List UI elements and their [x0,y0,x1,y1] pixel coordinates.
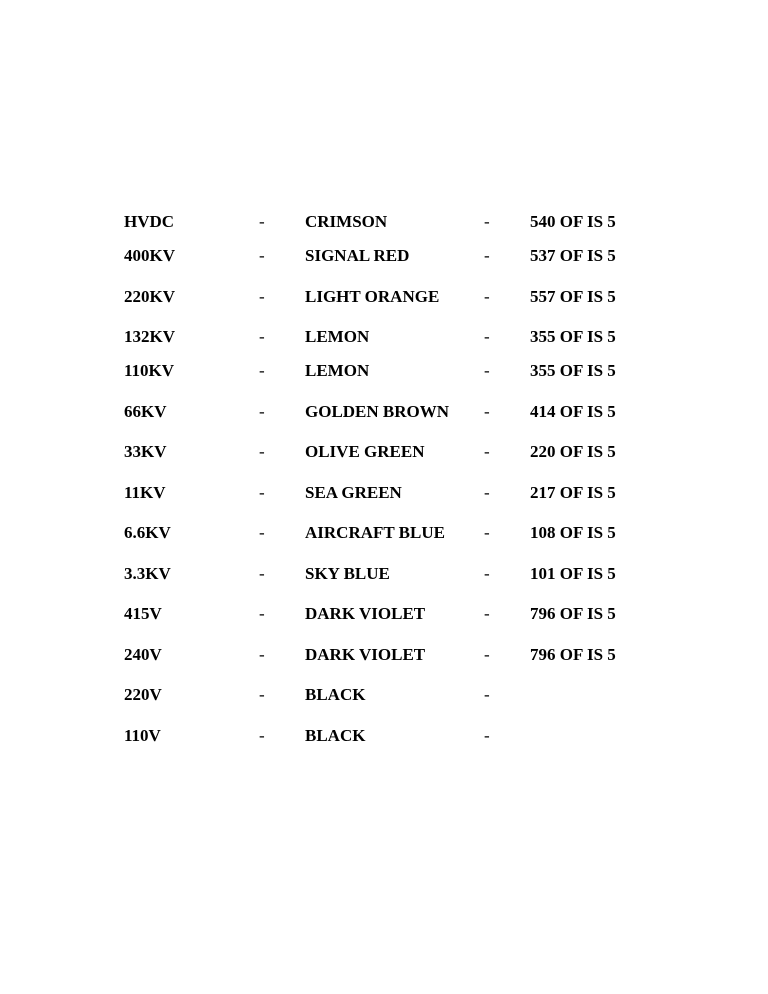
separator-dash: - [259,483,265,502]
voltage-label: 415V [124,604,162,623]
color-name: DARK VIOLET [305,645,426,664]
standard-code: 217 OF IS 5 [530,483,616,502]
color-name: CRIMSON [305,212,388,231]
color-name: BLACK [305,685,366,704]
voltage-color-row [0,562,768,586]
standard-code: 108 OF IS 5 [530,523,616,542]
separator-dash: - [484,604,490,623]
standard-code: 101 OF IS 5 [530,564,616,583]
separator-dash: - [484,645,490,664]
color-name: GOLDEN BROWN [305,402,450,421]
separator-dash: - [259,327,265,346]
voltage-color-row [0,285,768,309]
voltage-color-row [0,359,768,383]
color-name: BLACK [305,726,366,745]
separator-dash: - [484,726,490,745]
voltage-label: 240V [124,645,162,664]
separator-dash: - [484,402,490,421]
standard-code: 355 OF IS 5 [530,327,616,346]
standard-code: 537 OF IS 5 [530,246,616,265]
standard-code: 414 OF IS 5 [530,402,616,421]
voltage-color-row [0,210,768,234]
color-name: LEMON [305,361,370,380]
voltage-color-row [0,325,768,349]
standard-code: 796 OF IS 5 [530,604,616,623]
separator-dash: - [484,442,490,461]
voltage-label: 400KV [124,246,175,265]
separator-dash: - [259,361,265,380]
voltage-color-row [0,602,768,626]
voltage-color-row [0,521,768,545]
separator-dash: - [484,212,490,231]
color-name: LEMON [305,327,370,346]
voltage-label: 110V [124,726,161,745]
voltage-label: 3.3KV [124,564,171,583]
standard-code: 557 OF IS 5 [530,287,616,306]
voltage-color-row [0,244,768,268]
separator-dash: - [484,564,490,583]
separator-dash: - [484,287,490,306]
color-name: SIGNAL RED [305,246,410,265]
separator-dash: - [484,523,490,542]
standard-code: 220 OF IS 5 [530,442,616,461]
color-name: DARK VIOLET [305,604,426,623]
separator-dash: - [259,402,265,421]
separator-dash: - [484,246,490,265]
separator-dash: - [259,726,265,745]
voltage-label: 11KV [124,483,166,502]
voltage-label: 6.6KV [124,523,171,542]
separator-dash: - [259,523,265,542]
separator-dash: - [484,327,490,346]
separator-dash: - [259,212,265,231]
voltage-label: 110KV [124,361,175,380]
voltage-color-row [0,440,768,464]
voltage-label: 220KV [124,287,175,306]
color-name: LIGHT ORANGE [305,287,440,306]
separator-dash: - [259,645,265,664]
voltage-label: 33KV [124,442,167,461]
separator-dash: - [484,483,490,502]
voltage-label: HVDC [124,212,175,231]
separator-dash: - [259,246,265,265]
color-name: SKY BLUE [305,564,390,583]
voltage-color-row [0,724,768,748]
standard-code: 540 OF IS 5 [530,212,616,231]
voltage-color-row [0,643,768,667]
color-name: SEA GREEN [305,483,402,502]
separator-dash: - [259,564,265,583]
standard-code: 355 OF IS 5 [530,361,616,380]
separator-dash: - [484,361,490,380]
separator-dash: - [259,685,265,704]
voltage-color-row [0,400,768,424]
standard-code: 796 OF IS 5 [530,645,616,664]
voltage-color-row [0,683,768,707]
color-name: OLIVE GREEN [305,442,425,461]
separator-dash: - [484,685,490,704]
voltage-label: 66KV [124,402,167,421]
voltage-label: 132KV [124,327,175,346]
voltage-color-row [0,481,768,505]
separator-dash: - [259,442,265,461]
separator-dash: - [259,604,265,623]
color-name: AIRCRAFT BLUE [305,523,445,542]
separator-dash: - [259,287,265,306]
voltage-label: 220V [124,685,162,704]
